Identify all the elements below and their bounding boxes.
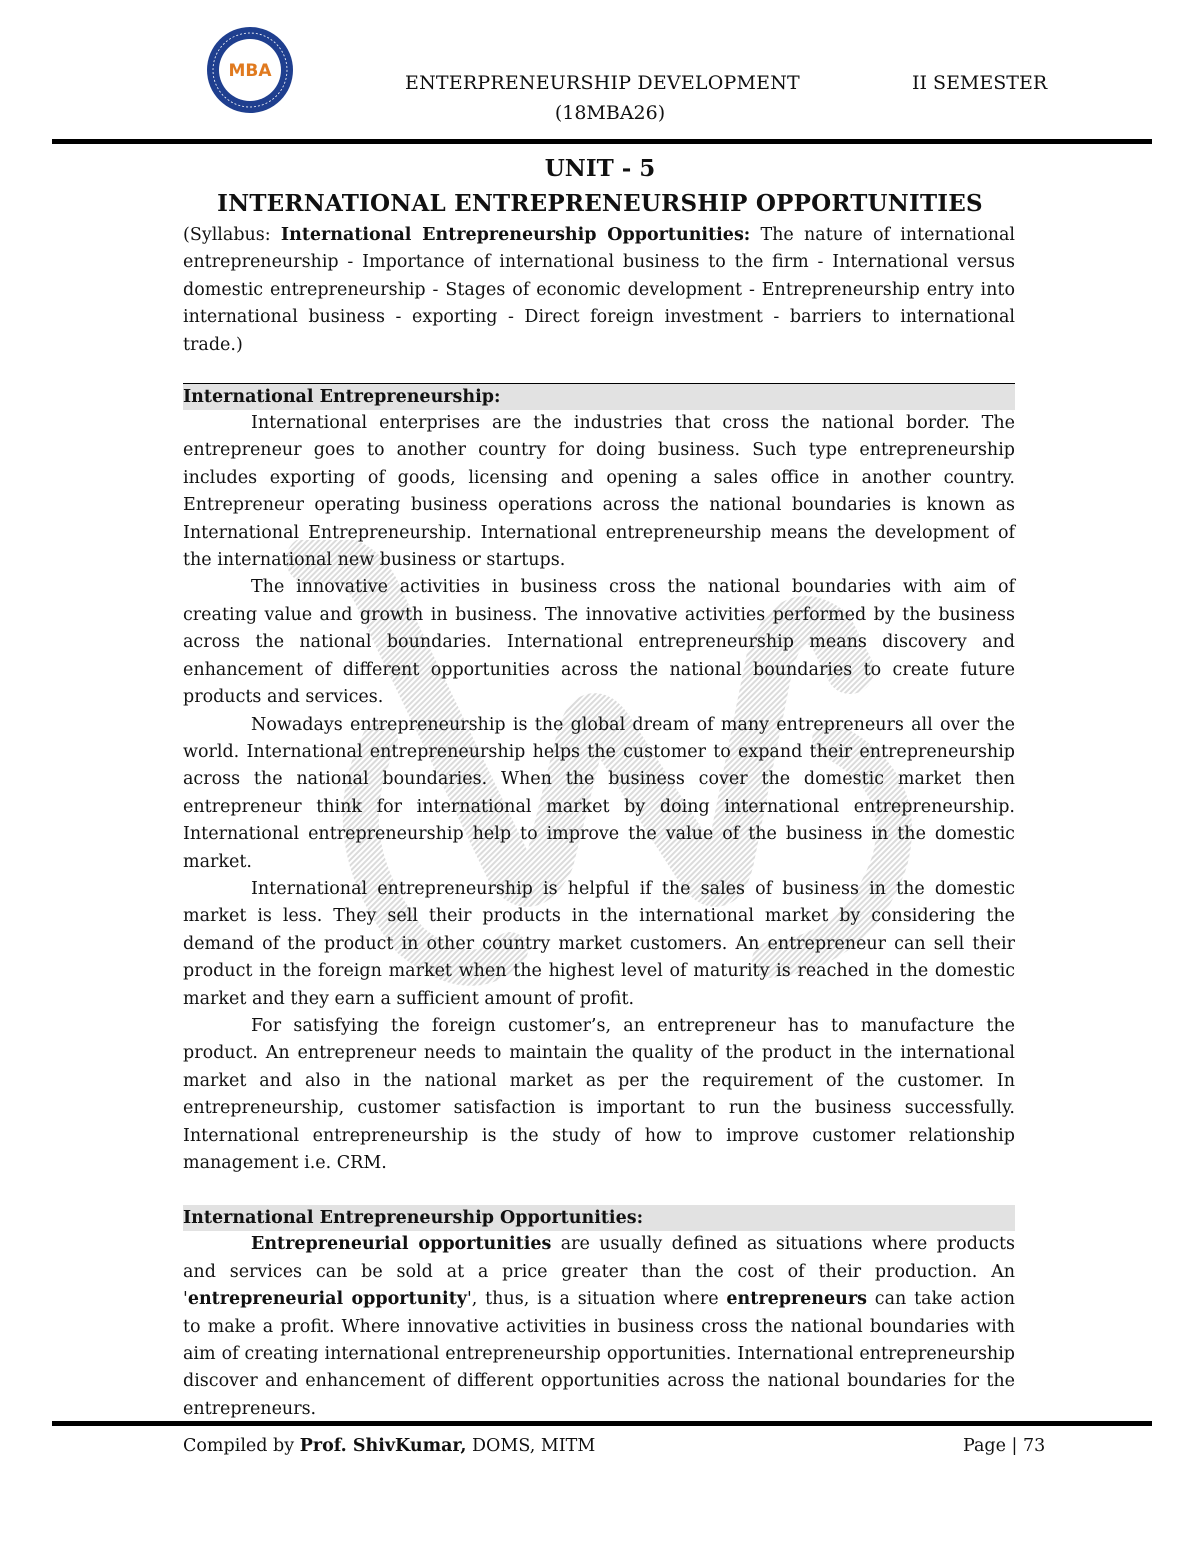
paragraph: Nowadays entrepreneurship is the global dream of many entrepreneurs all over the world. International entrepreneurship helps the customer to expand their entrepreneurship across the national boundaries. When the business cover the domestic market then entrepreneur think for international market by doing international entrepreneurship. International entrepreneurship help to improve the value of the business in the domestic market.	[183, 714, 1015, 872]
course-code: (18MBA26)	[554, 102, 666, 124]
chapter-title: INTERNATIONAL ENTREPRENEURSHIP OPPORTUNITIES	[217, 190, 983, 217]
spacer	[183, 1177, 1015, 1205]
footer-rule	[52, 1421, 1152, 1426]
body-content	[183, 222, 1015, 1423]
semester-label: II SEMESTER	[912, 72, 1048, 94]
paragraph: For satisfying the foreign customer’s, an entrepreneur has to manufacture the product. An entrepreneur needs to maintain the quality of the product in the international market and also in the national market as per the requirement of the customer. In entrepreneurship, customer satisfaction is important to run the business successfully. International entrepreneurship is the study of how to improve customer relationship management i.e. CRM.	[183, 1015, 1015, 1173]
paragraph: International entrepreneurship is helpful if the sales of business in the domestic market is less. They sell their products in the international market by considering the demand of the product in other country market customers. An entrepreneur can sell their product in the foreign market when the highest level of maturity is reached in the domestic market and they earn a sufficient amount of profit.	[183, 878, 1015, 1009]
page-number: Page | 73	[963, 1436, 1046, 1456]
course-title: ENTERPRENEURSHIP DEVELOPMENT	[405, 72, 800, 94]
paragraph: International enterprises are the industries that cross the national border. The entrepreneur goes to another country for doing business. Such type entrepreneurship includes exporting of goods, licensing and opening a sales office in another country. Entrepreneur operating business operations across the national boundaries is known as International Entrepreneurship. International entrepreneurship means the development of the international new business or startups.	[183, 413, 1015, 571]
section-heading-international-entrepreneurship: International Entrepreneurship:	[183, 383, 1015, 410]
svg-text:MBA: MBA	[228, 61, 272, 81]
header-rule	[52, 139, 1152, 144]
unit-label: UNIT - 5	[544, 155, 656, 182]
footer-credit: Compiled by Prof. ShivKumar, DOMS, MITM	[183, 1436, 596, 1456]
paragraph: The innovative activities in business cross the national boundaries with aim of creating value and growth in business. The innovative activities performed by the business across the national boundaries. International entrepreneurship means discovery and enhancement of different opportunities across the national boundaries to create future products and services.	[183, 577, 1015, 708]
paragraph: Entrepreneurial opportunities are usually defined as situations where products and services can be sold at a price greater than the cost of their production. An 'entrepreneurial opportunity', thus, is a situation where entrepreneurs can take action to make a profit. Where innovative activities in business cross the national boundaries with aim of creating international entrepreneurship opportunities. International entrepreneurship discover and enhancement of different opportunities across the national boundaries for the entrepreneurs.	[183, 1234, 1015, 1419]
section-heading-opportunities: International Entrepreneurship Opportunities:	[183, 1205, 1015, 1231]
syllabus-paragraph: (Syllabus: International Entrepreneurship Opportunities: The nature of international entrepreneurship - Importance of international business to the firm - International versus domestic entrepreneurship - Stages of economic development - Entrepreneurship entry into international business - exporting - Direct foreign investment - barriers to international trade.)	[183, 225, 1015, 355]
